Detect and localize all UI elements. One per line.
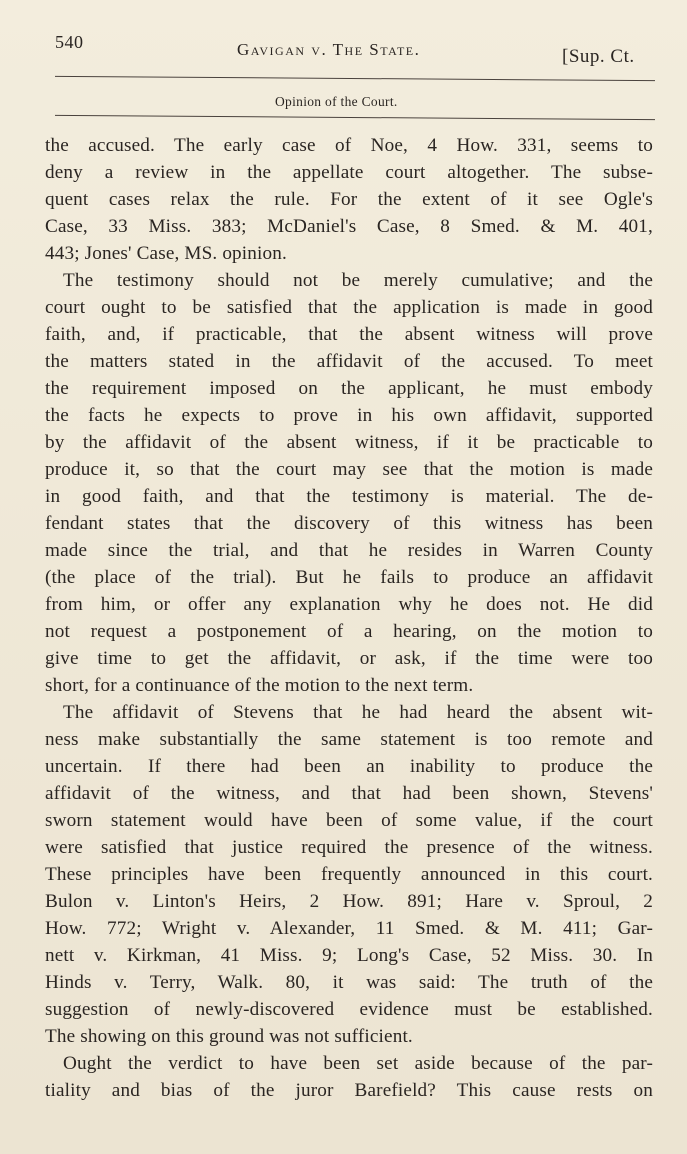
header-rule-bottom: [55, 115, 655, 120]
text-line: (the place of the trial). But he fails to produce an affidavit: [45, 567, 653, 588]
text-line: the requirement imposed on the applicant, he must embody: [45, 378, 653, 399]
text-line: Ought the verdict to have been set aside because of the par-: [63, 1053, 653, 1074]
text-line: the accused. The early case of Noe, 4 How. 331, seems to: [45, 135, 653, 156]
text-line: The affidavit of Stevens that he had heard the absent wit-: [63, 702, 653, 723]
text-line: give time to get the affidavit, or ask, if the time were too: [45, 648, 653, 669]
case-title: Gavigan v. The State.: [237, 40, 421, 59]
text-line: uncertain. If there had been an inability to produce the: [45, 756, 653, 777]
text-line: deny a review in the appellate court altogether. The subse-: [45, 162, 653, 183]
text-line: Hinds v. Terry, Walk. 80, it was said: The truth of the: [45, 972, 653, 993]
text-line: The testimony should not be merely cumulative; and the: [63, 270, 653, 291]
text-line: fendant states that the discovery of this witness has been: [45, 513, 653, 534]
text-line: not request a postponement of a hearing, on the motion to: [45, 621, 653, 642]
text-line: made since the trial, and that he resides in Warren County: [45, 540, 653, 561]
text-line: sworn statement would have been of some value, if the court: [45, 810, 653, 831]
text-line: tiality and bias of the juror Barefield? This cause rests on: [45, 1080, 653, 1101]
text-line: faith, and, if practicable, that the absent witness will prove: [45, 324, 653, 345]
text-line: 443; Jones' Case, MS. opinion.: [45, 243, 287, 264]
text-line: suggestion of newly-discovered evidence must be established.: [45, 999, 653, 1020]
section-heading: Opinion of the Court.: [275, 94, 398, 109]
court-abbreviation: [Sup. Ct.: [562, 46, 635, 67]
text-line: produce it, so that the court may see that the motion is made: [45, 459, 653, 480]
text-line: How. 772; Wright v. Alexander, 11 Smed. & M. 411; Gar-: [45, 918, 653, 939]
text-line: short, for a continuance of the motion to the next term.: [45, 675, 474, 696]
text-line: nett v. Kirkman, 41 Miss. 9; Long's Case, 52 Miss. 30. In: [45, 945, 653, 966]
text-line: in good faith, and that the testimony is material. The de-: [45, 486, 653, 507]
text-line: the matters stated in the affidavit of the accused. To meet: [45, 351, 653, 372]
text-line: The showing on this ground was not sufficient.: [45, 1026, 413, 1047]
text-line: from him, or offer any explanation why he does not. He did: [45, 594, 653, 615]
text-line: by the affidavit of the absent witness, if it be practicable to: [45, 432, 653, 453]
text-line: affidavit of the witness, and that had been shown, Stevens': [45, 783, 653, 804]
text-line: Bulon v. Linton's Heirs, 2 How. 891; Hare v. Sproul, 2: [45, 891, 653, 912]
text-line: were satisfied that justice required the presence of the witness.: [45, 837, 653, 858]
text-line: the facts he expects to prove in his own affidavit, supported: [45, 405, 653, 426]
page-number: 540: [55, 32, 84, 52]
text-line: ness make substantially the same statement is too remote and: [45, 729, 653, 750]
text-line: quent cases relax the rule. For the extent of it see Ogle's: [45, 189, 653, 210]
text-line: court ought to be satisfied that the application is made in good: [45, 297, 653, 318]
text-line: Case, 33 Miss. 383; McDaniel's Case, 8 Smed. & M. 401,: [45, 216, 653, 237]
header-rule-top: [55, 76, 655, 81]
running-head: [0, 30, 687, 70]
text-line: These principles have been frequently announced in this court.: [45, 864, 653, 885]
